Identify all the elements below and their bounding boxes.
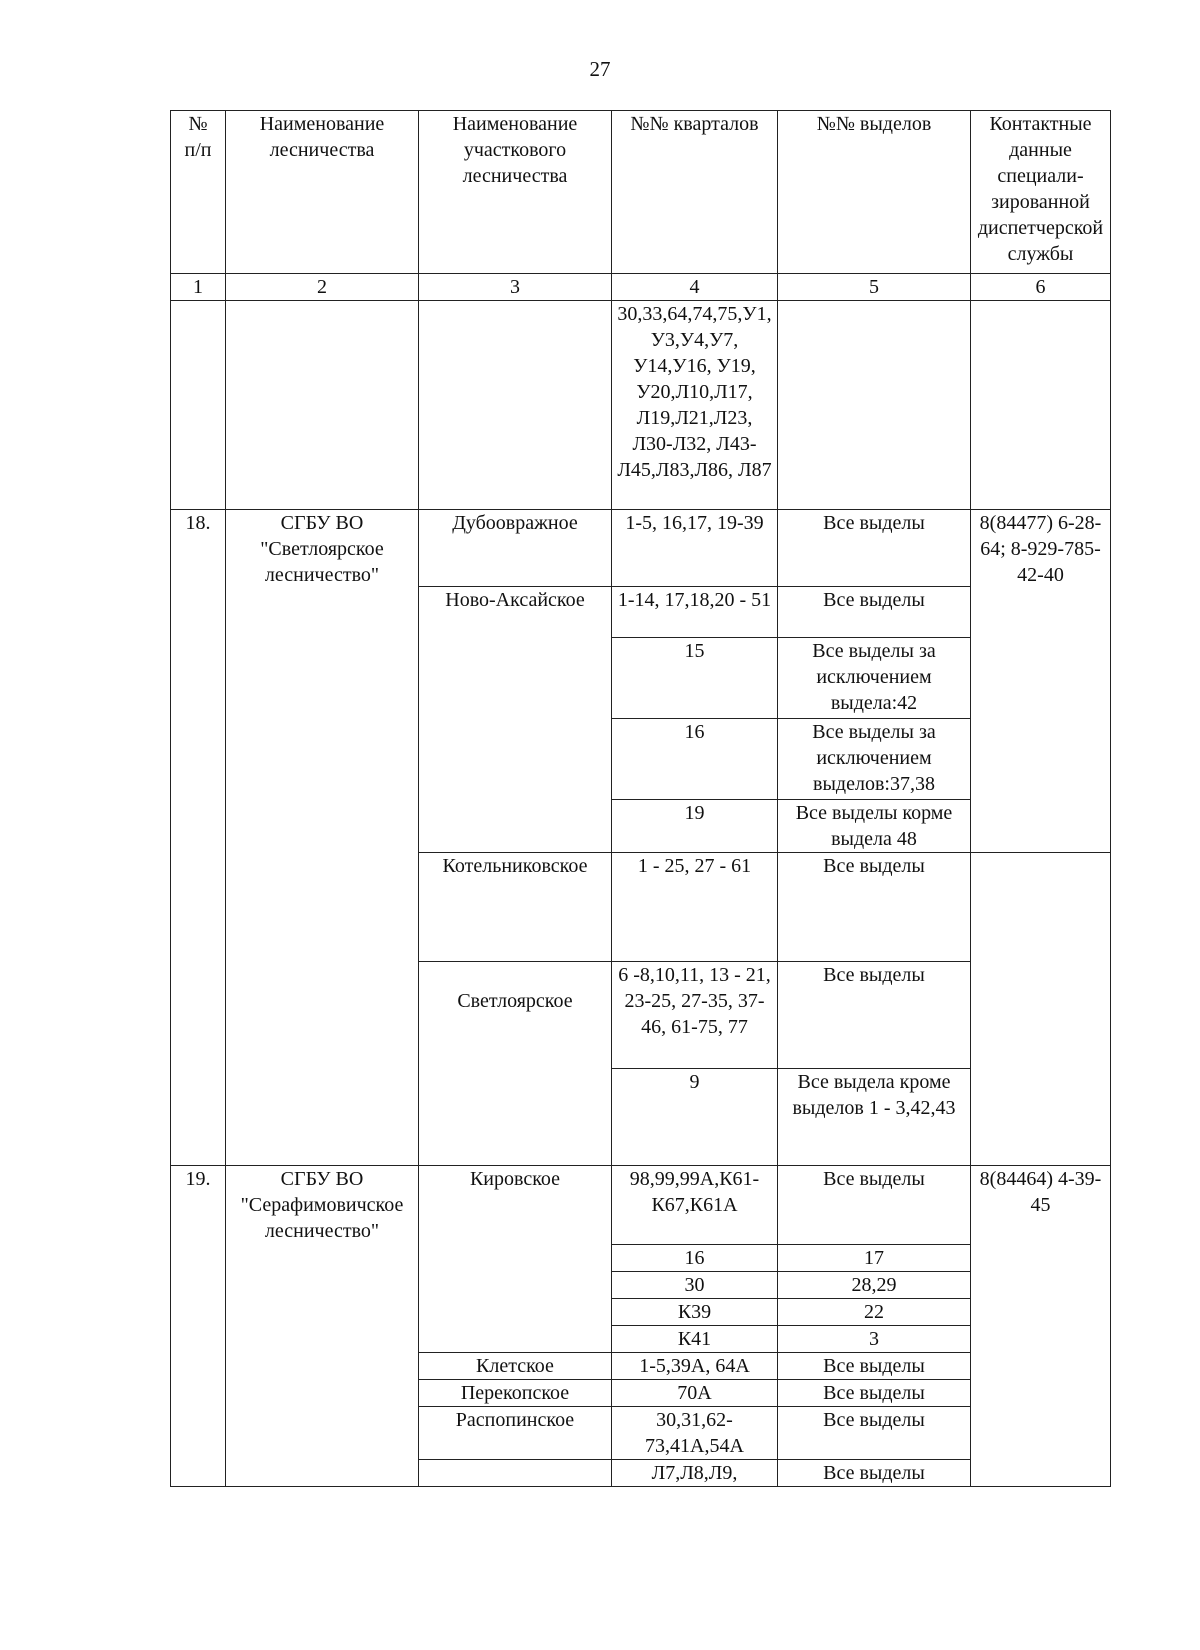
quarters-cell: К41 xyxy=(612,1326,778,1353)
header-district-forestry: Наименование участкового лесничества xyxy=(419,111,612,274)
district-name: Светлоярское xyxy=(419,962,612,1166)
header-num: № п/п xyxy=(171,111,226,274)
page-number: 27 xyxy=(589,57,611,81)
allotments-cell: 28,29 xyxy=(778,1272,971,1299)
quarters-cell: 70А xyxy=(612,1380,778,1407)
district-name: Дубоовражное xyxy=(419,510,612,587)
allotments-cell: Все выделы xyxy=(778,510,971,587)
column-number: 3 xyxy=(419,274,612,301)
forestry-table xyxy=(170,110,1111,1487)
quarters-cell: 1 - 25, 27 - 61 xyxy=(612,853,778,962)
allotments-cell: 17 xyxy=(778,1245,971,1272)
district-name: Котельниковское xyxy=(419,853,612,962)
header-forestry: Наименование лесничества xyxy=(226,111,419,274)
quarters-cell: 16 xyxy=(612,1245,778,1272)
quarters-cell: 15 xyxy=(612,638,778,719)
quarters-cell: Л7,Л8,Л9, xyxy=(612,1460,778,1487)
quarters-cell: К39 xyxy=(612,1299,778,1326)
quarters-cell: 9 xyxy=(612,1069,778,1166)
table-row xyxy=(171,510,1111,587)
allotments-cell: Все выдела кроме выделов 1 - 3,42,43 xyxy=(778,1069,971,1166)
row-number: 19. xyxy=(171,1166,226,1487)
quarters-cell: 19 xyxy=(612,800,778,853)
contact-cell: 8(84477) 6-28-64; 8-929-785-42-40 xyxy=(971,510,1111,853)
district-name: Клетское xyxy=(419,1353,612,1380)
quarters-cell: 6 -8,10,11, 13 - 21, 23-25, 27-35, 37- 46, 61-75, 77 xyxy=(612,962,778,1069)
allotments-cell: Все выделы xyxy=(778,1407,971,1460)
contact-cell: 8(84464) 4-39-45 xyxy=(971,1166,1111,1487)
quarters-cell: 30,31,62-73,41А,54А xyxy=(612,1407,778,1460)
allotments-cell: Все выделы за исключением выделов:37,38 xyxy=(778,719,971,800)
header-contacts: Контактные данные специали-зированной диспетчерской службы xyxy=(971,111,1111,274)
column-number: 1 xyxy=(171,274,226,301)
quarters-cell: 98,99,99А,К61-К67,К61А xyxy=(612,1166,778,1245)
allotments-cell: Все выделы xyxy=(778,587,971,638)
allotments-cell: 22 xyxy=(778,1299,971,1326)
district-name: Перекопское xyxy=(419,1380,612,1407)
continuation-row xyxy=(171,301,1111,510)
header-allotments: №№ выделов xyxy=(778,111,971,274)
column-number-row xyxy=(171,274,1111,301)
allotments-cell: Все выделы xyxy=(778,1353,971,1380)
header-row xyxy=(171,111,1111,274)
quarters-cell: 16 xyxy=(612,719,778,800)
quarters-cell: 1-5,39А, 64А xyxy=(612,1353,778,1380)
column-number: 2 xyxy=(226,274,419,301)
column-number: 5 xyxy=(778,274,971,301)
allotments-cell: Все выделы xyxy=(778,962,971,1069)
table-row xyxy=(171,1166,1111,1245)
allotments-cell: Все выделы за исключением выдела:42 xyxy=(778,638,971,719)
quarters-cell: 1-14, 17,18,20 - 51 xyxy=(612,587,778,638)
district-name: Ново-Аксайское xyxy=(419,587,612,853)
quarters-cell: 1-5, 16,17, 19-39 xyxy=(612,510,778,587)
allotments-cell: Все выделы корме выдела 48 xyxy=(778,800,971,853)
allotments-cell: Все выделы xyxy=(778,1166,971,1245)
column-number: 4 xyxy=(612,274,778,301)
quarters-cell: 30,33,64,74,75,У1,У3,У4,У7, У14,У16, У19, У20,Л10,Л17, Л19,Л21,Л23, Л30-Л32, Л43-Л45,Л83,Л86, Л87 xyxy=(612,301,778,510)
district-name: Кировское xyxy=(419,1166,612,1353)
allotments-cell: 3 xyxy=(778,1326,971,1353)
allotments-cell: Все выделы xyxy=(778,1460,971,1487)
forestry-name: СГБУ ВО "Серафимовичское лесничество" xyxy=(226,1166,419,1487)
forestry-name: СГБУ ВО "Светлоярское лесничество" xyxy=(226,510,419,1166)
header-quarters: №№ кварталов xyxy=(612,111,778,274)
row-number: 18. xyxy=(171,510,226,1166)
column-number: 6 xyxy=(971,274,1111,301)
allotments-cell: Все выделы xyxy=(778,853,971,962)
allotments-cell: Все выделы xyxy=(778,1380,971,1407)
district-name: Распопинское xyxy=(419,1407,612,1460)
quarters-cell: 30 xyxy=(612,1272,778,1299)
